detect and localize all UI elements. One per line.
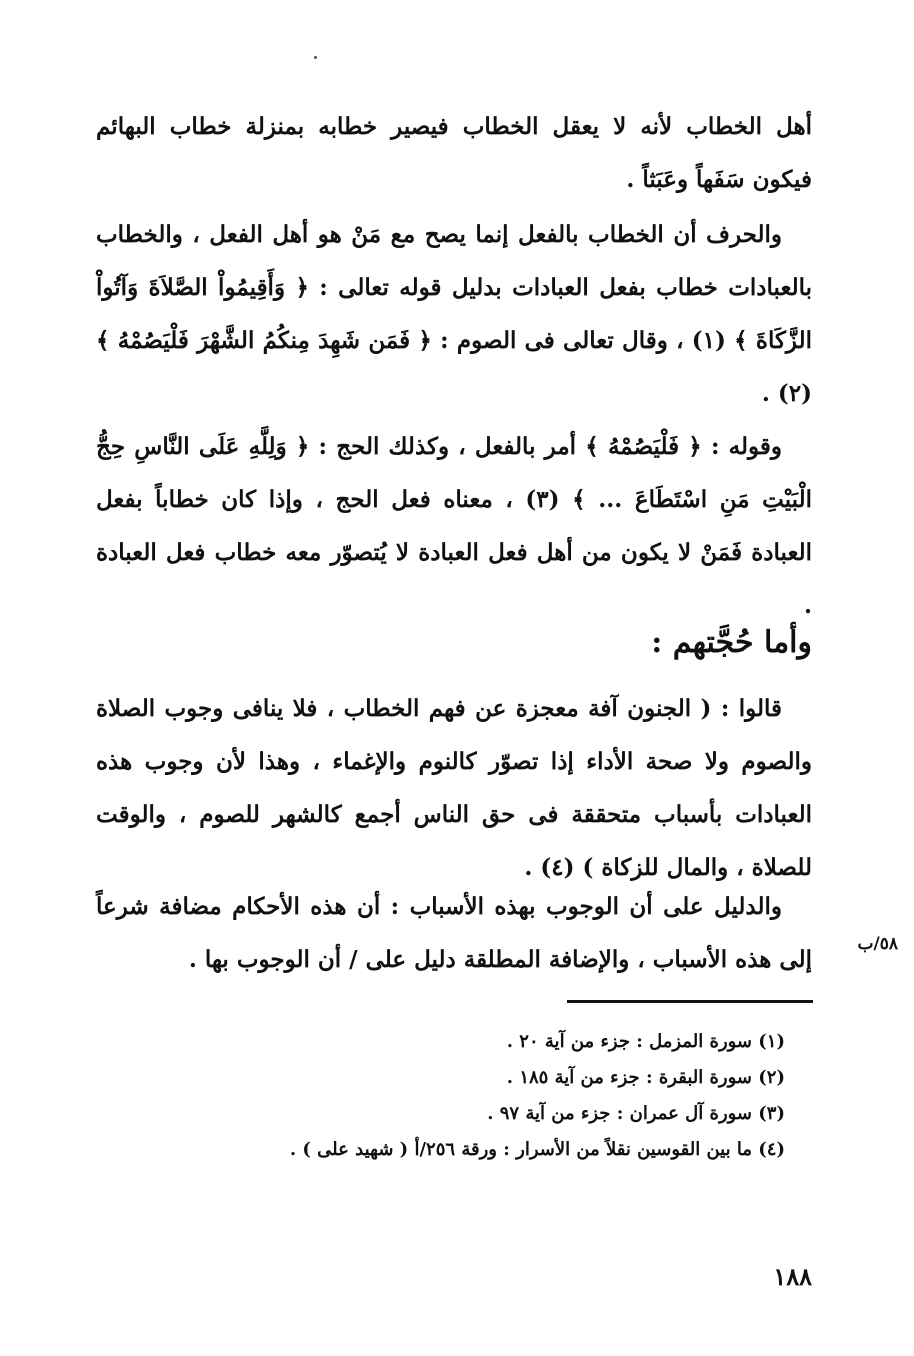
print-dot <box>314 56 317 59</box>
footnote-1: (١) سورة المزمل : جزء من آية ٢٠ . <box>506 1031 785 1052</box>
paragraph-2-text: والحرف أن الخطاب بالفعل إنما يصح مع مَنْ هو أهل الفعل ، والخطاب بالعبادات خطاب بفعل العبادات بدليل قوله تعالى : ﴿ وَأَقِيمُواْ الصَّلاَةَ وَآتُواْ الزَّكَاةَ ﴾ (١) ، وقال تعالى فى الصوم : ﴿ فَمَن شَهِدَ مِنكُمُ الشَّهْرَ فَلْيَصُمْهُ ﴾ (٢) . <box>96 221 812 407</box>
footnote-4: (٤) ما بين القوسين نقلاً من الأسرار : ورقة ٢٥٦/أ ( شهيد على ) . <box>289 1139 785 1160</box>
paragraph-5-text: والدليل على أن الوجوب بهذه الأسباب : أن هذه الأحكام مضافة شرعاً إلى هذه الأسباب ، والإضافة المطلقة دليل على / أن الوجوب بها . <box>96 893 812 973</box>
footnote-divider <box>567 1000 813 1003</box>
footnote-2: (٢) سورة البقرة : جزء من آية ١٨٥ . <box>506 1067 785 1088</box>
section-heading: وأما حُجَّتهم : <box>651 625 812 660</box>
paragraph-5 <box>96 880 812 986</box>
paragraph-1 <box>96 100 812 206</box>
footnotes <box>180 1024 785 1168</box>
paragraph-4-text: قالوا : ( الجنون آفة معجزة عن فهم الخطاب ، فلا ينافى وجوب الصلاة والصوم ولا صحة الأداء إذا تصوّر كالنوم والإغماء ، وهذا لأن وجوب هذه العبادات بأسباب متحققة فى حق الناس أجمع كالشهر للصوم ، والوقت للصلاة ، والمال للزكاة ) (٤) . <box>96 695 812 881</box>
page-number: ١٨٨ <box>773 1262 812 1291</box>
paragraph-4 <box>96 682 812 894</box>
paragraph-3-text: وقوله : ﴿ فَلْيَصُمْهُ ﴾ أمر بالفعل ، وكذلك الحج : ﴿ وَلِلَّهِ عَلَى النَّاسِ حِجُّ الْبَيْتِ مَنِ اسْتَطَاعَ ... ﴾ (٣) ، معناه فعل الحج ، وإذا كان خطاباً بفعل العبادة فَمَنْ لا يكون من أهل فعل العبادة لا يُتصوّر معه خطاب فعل العبادة . <box>96 433 812 619</box>
paragraph-3 <box>96 420 812 632</box>
paragraph-1-text: أهل الخطاب لأنه لا يعقل الخطاب فيصير خطابه بمنزلة خطاب البهائم فيكون سَفَهاً وعَبَثاً . <box>96 113 812 193</box>
paragraph-2 <box>96 208 812 420</box>
manuscript-folio-note: ٥٨/ب <box>857 934 898 954</box>
footnote-3: (٣) سورة آل عمران : جزء من آية ٩٧ . <box>487 1103 785 1124</box>
